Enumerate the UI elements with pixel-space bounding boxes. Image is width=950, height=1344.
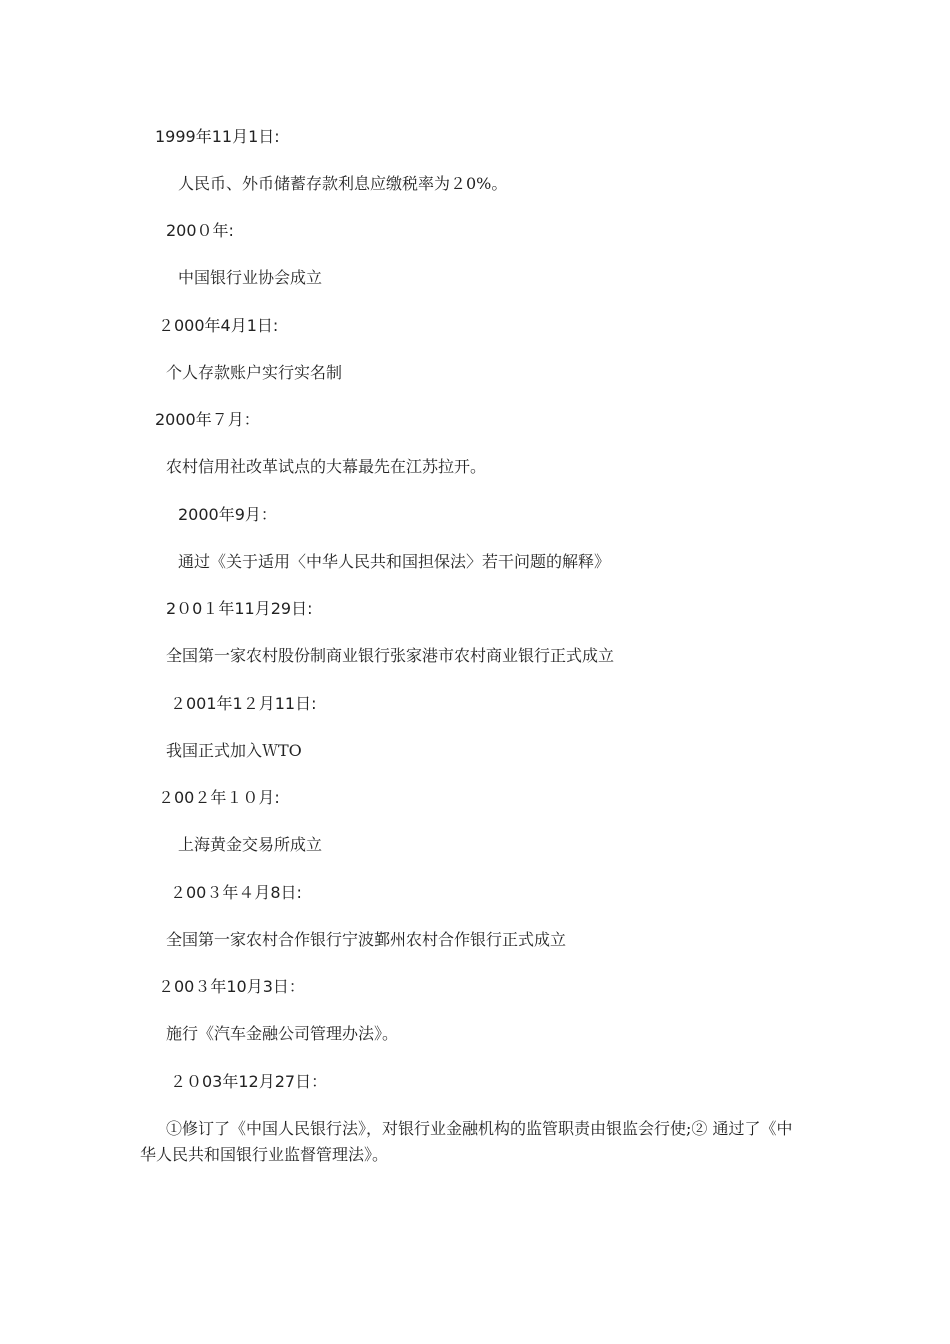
entry-date: ２00３年４月8日:	[170, 883, 302, 902]
entry-date: 2000年9月：	[178, 505, 277, 524]
entry-date: 2０0１年11月29日:	[166, 599, 313, 618]
entry-event: 中国银行业协会成立	[178, 268, 323, 287]
entry-event: 上海黄金交易所成立	[178, 835, 323, 854]
entry-date: ２00３年10月3日：	[158, 977, 305, 996]
entry-event: 我国正式加入ＷTO	[166, 741, 302, 760]
entry-date: 1999年11月1日:	[155, 127, 280, 146]
entry-event: 施行《汽车金融公司管理办法》。	[166, 1024, 399, 1043]
entry-event: 个人存款账户实行实名制	[166, 363, 343, 382]
entry-event: 通过《关于适用〈中华人民共和国担保法〉若干问题的解释》	[178, 552, 611, 571]
entry-event: 农村信用社改革试点的大幕最先在江苏拉开。	[166, 457, 487, 476]
entry-event: 人民币、外币储蓄存款利息应缴税率为２0%。	[178, 174, 508, 193]
entry-date: ２00２年１０月:	[158, 788, 280, 807]
entry-date: ２001年1２月11日:	[170, 694, 317, 713]
entry-event: 全国第一家农村股份制商业银行张家港市农村商业银行正式成立	[166, 646, 615, 665]
entry-date: 200０年:	[166, 221, 234, 240]
entry-event: ①修订了《中国人民银行法》，对银行业金融机构的监管职责由银监会行使;② 通过了《中华人民共和国银行业监督管理法》。	[140, 1119, 793, 1164]
entry-date: ２０03年12月27日：	[170, 1072, 328, 1091]
entry-date: 2000年７月：	[155, 410, 260, 429]
entry-event: 全国第一家农村合作银行宁波鄞州农村合作银行正式成立	[166, 930, 567, 949]
entry-date: ２000年4月1日:	[158, 316, 279, 335]
